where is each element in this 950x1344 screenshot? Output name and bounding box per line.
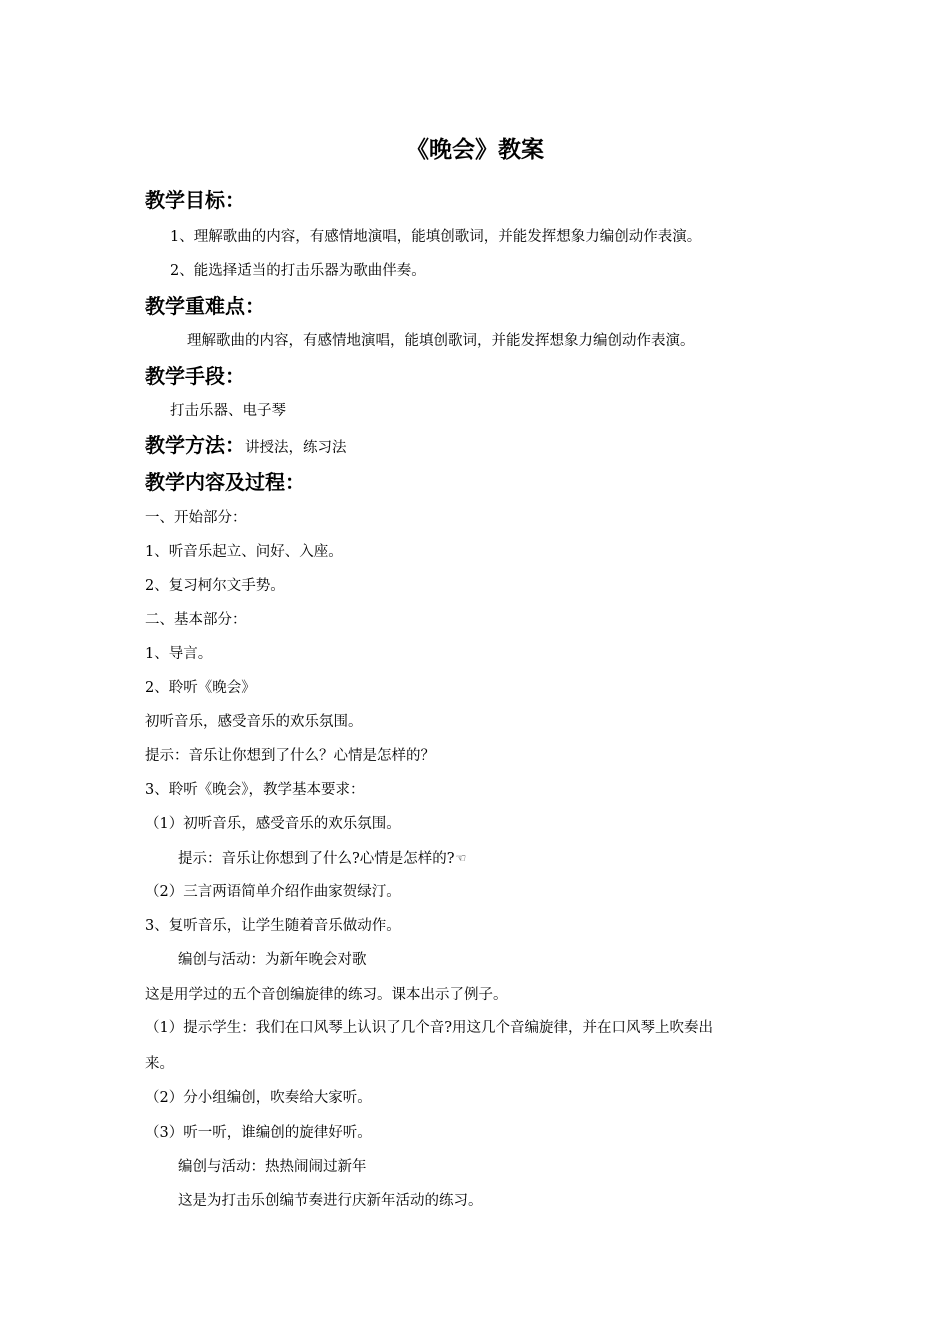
objective-item-1: 1、理解歌曲的内容，有感情地演唱，能填创歌词，并能发挥想象力编创动作表演。 xyxy=(170,229,702,245)
process-line: （2）三言两语简单介绍作曲家贺绿汀。 xyxy=(145,884,401,900)
methods-heading-label: 教学方法： xyxy=(145,433,245,457)
process-line: 二、基本部分： xyxy=(145,612,247,628)
process-line: 编创与活动：为新年晚会对歌 xyxy=(178,952,367,968)
process-line: 一、开始部分： xyxy=(145,510,247,526)
process-line: 编创与活动：热热闹闹过新年 xyxy=(178,1159,367,1175)
page-title: 《晚会》教案 xyxy=(406,137,544,163)
process-heading: 教学内容及过程： xyxy=(145,470,305,494)
objective-item-2: 2、能选择适当的打击乐器为歌曲伴奏。 xyxy=(170,263,426,279)
process-line: 1、听音乐起立、问好、入座。 xyxy=(145,544,343,560)
process-line: （1）初听音乐，感受音乐的欢乐氛围。 xyxy=(145,816,401,832)
process-line: （2）分小组编创，吹奏给大家听。 xyxy=(145,1090,372,1106)
process-line: 2、聆听《晚会》 xyxy=(145,680,256,696)
process-line: 初听音乐，感受音乐的欢乐氛围。 xyxy=(145,714,363,730)
process-line: 这是用学过的五个音创编旋律的练习。课本出示了例子。 xyxy=(145,987,508,1003)
methods-heading xyxy=(145,430,347,463)
process-line: 3、聆听《晚会》，教学基本要求： xyxy=(145,782,365,798)
hint-text: 提示：音乐让你想到了什么?心情是怎样的? xyxy=(178,851,455,867)
methods-text: 讲授法，练习法 xyxy=(245,440,347,456)
objectives-heading: 教学目标： xyxy=(145,188,245,212)
pointing-hand-icon: ☜ xyxy=(455,851,467,865)
process-line: 这是为打击乐创编节奏进行庆新年活动的练习。 xyxy=(178,1193,483,1209)
means-heading: 教学手段： xyxy=(145,364,245,388)
process-line: 1、导言。 xyxy=(145,646,213,662)
process-line: 3、复听音乐，让学生随着音乐做动作。 xyxy=(145,918,401,934)
process-line: 来。 xyxy=(145,1056,174,1072)
process-line-hint xyxy=(178,846,466,871)
key-points-text: 理解歌曲的内容，有感情地演唱，能填创歌词，并能发挥想象力编创动作表演。 xyxy=(187,333,695,349)
process-line: （3）听一听，谁编创的旋律好听。 xyxy=(145,1125,372,1141)
means-text: 打击乐器、电子琴 xyxy=(170,403,286,419)
process-line: 2、复习柯尔文手势。 xyxy=(145,578,285,594)
key-points-heading: 教学重难点： xyxy=(145,294,265,318)
process-line: （1）提示学生：我们在口风琴上认识了几个音?用这几个音编旋律，并在口风琴上吹奏出 xyxy=(145,1020,713,1036)
process-line: 提示：音乐让你想到了什么？心情是怎样的？ xyxy=(145,748,435,764)
